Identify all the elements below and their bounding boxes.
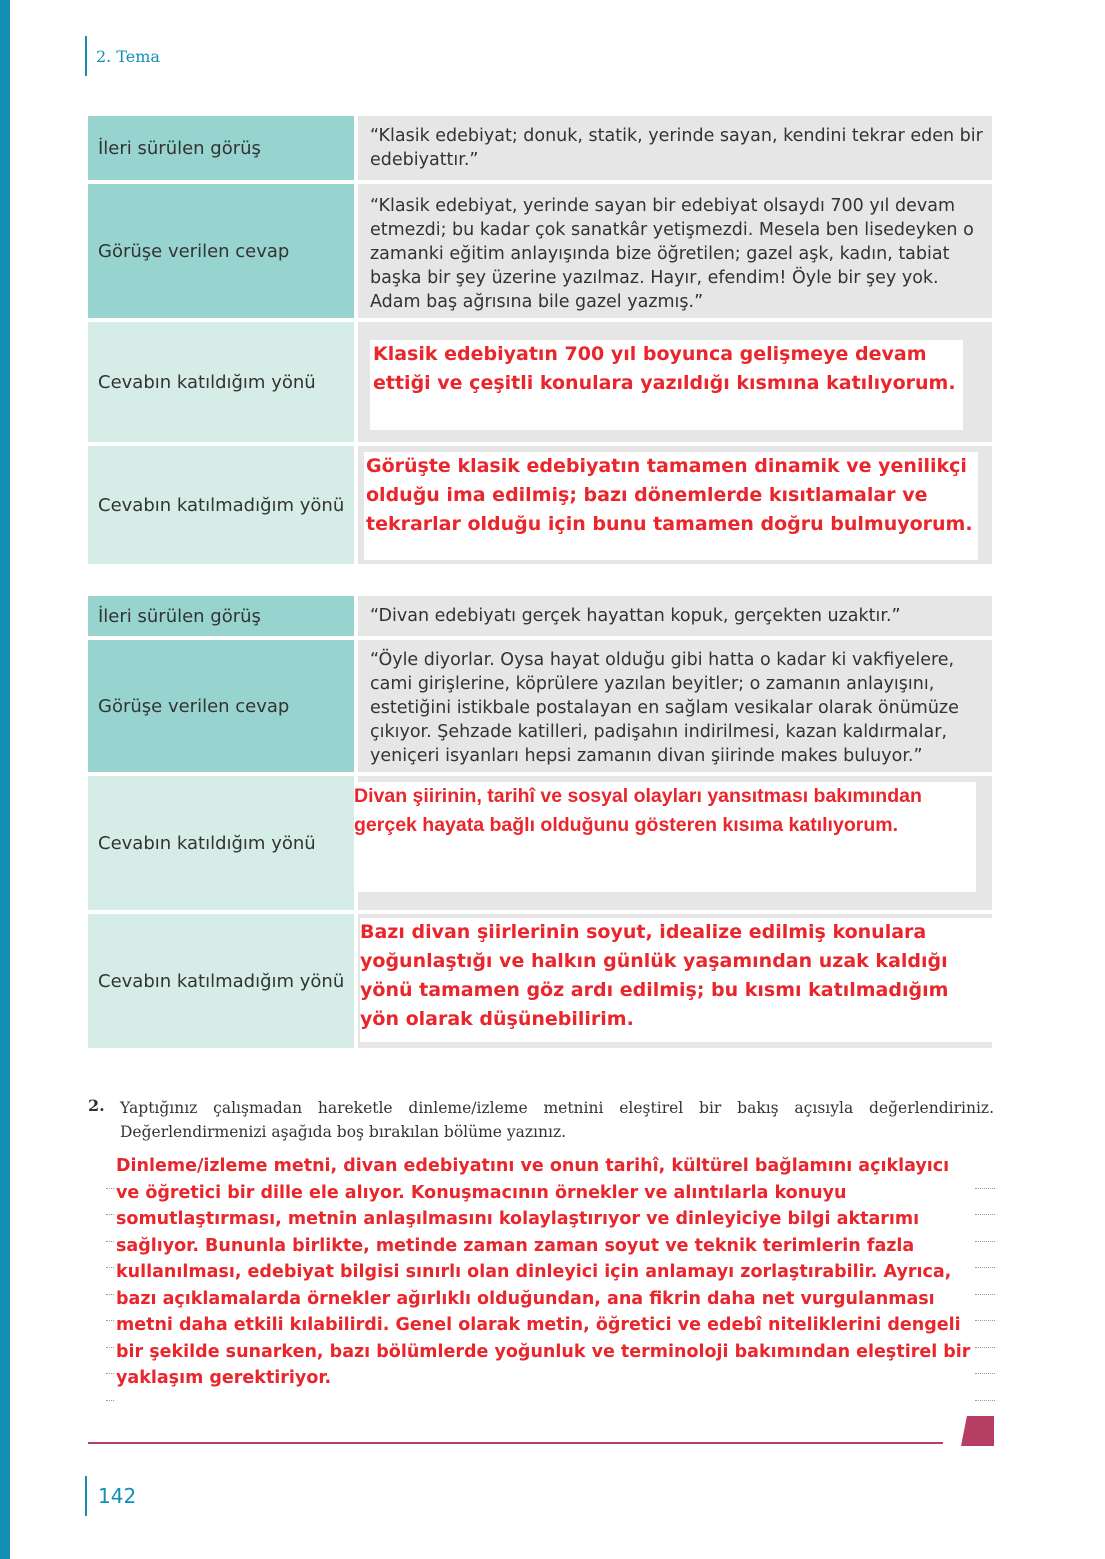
side-strip <box>0 0 10 1559</box>
footer-tab <box>961 1416 994 1446</box>
row-value: “Klasik edebiyat; donuk, statik, yerinde sayan, kendini tekrar eden bir edebiyattır.” <box>358 116 992 180</box>
row-value: “Divan edebiyatı gerçek hayattan kopuk, gerçekten uzaktır.” <box>358 596 992 636</box>
row-label: Görüşe verilen cevap <box>88 184 354 318</box>
table-row <box>88 596 992 636</box>
theme-label: 2. Tema <box>96 47 160 66</box>
table-row <box>88 184 992 318</box>
table-row <box>88 776 992 910</box>
dotted-lines-right <box>975 1162 995 1401</box>
answer-field[interactable]: Görüşte klasik edebiyatın tamamen dinamik ve yenilikçi olduğu ima edilmiş; bazı dönemlerde kısıtlamalar ve tekrarlar olduğu için bunu tamamen doğru bulmuyorum. <box>364 452 978 560</box>
opinion-table-2 <box>88 596 992 1048</box>
row-label: İleri sürülen görüş <box>88 596 354 636</box>
table-row <box>88 322 992 442</box>
row-value: “Klasik edebiyat, yerinde sayan bir edebiyat olsaydı 700 yıl devam etmezdi; bu kadar çok sanatkâr yetişmezdi. Mesela ben lisedeyken o zamanki eğitim anlayışında bize öğretilen; gazel aşk, kadın, tabiat başka bir şey üzerine yazılmaz. Hayır, efendim! Öyle bir şey yok. Adam baş ağrısına bile gazel yazmış.” <box>358 184 992 318</box>
evaluation-answer[interactable]: Dinleme/izleme metni, divan edebiyatını ve onun tarihî, kültürel bağlamını açıklayıcı ve öğretici bir dille ele alıyor. Konuşmacının örnekler ve alıntılarla konuyu somutlaştırması, metnin anlaşılmasını kolaylaştırıyor ve dinleyiciye bilgi aktarımı sağlıyor. Bununla birlikte, metinde zaman zaman soyut ve teknik terimlerin fazla kullanılması, edebiyat bilgisi sınırlı olan dinleyici için anlamayı zorlaştırabilir. Ayrıca, bazı açıklamalarda örnekler ağırlıklı olduğundan, ana fikrin daha net vurgulanması metni daha etkili kılabilirdi. Genel olarak metin, öğretici ve edebî niteliklerini dengeli bir şekilde sunarken, bazı bölümlerde yoğunluk ve terminoloji bakımından eleştirel bir yaklaşım gerektiriyor. <box>116 1156 971 1388</box>
table-row <box>88 446 992 564</box>
answer-field[interactable]: Divan şiirinin, tarihî ve sosyal olayları yansıtması bakımından gerçek hayata bağlı olduğunu gösteren kısıma katılıyorum. <box>354 782 976 892</box>
dotted-lines-left <box>106 1162 114 1401</box>
question-text: Yaptığınız çalışmadan hareketle dinleme/izleme metnini eleştirel bir bakış açısıyla değerlendiriniz. Değerlendirmenizi aşağıda boş bırakılan bölüme yazınız. <box>120 1099 994 1141</box>
page-number-rule <box>85 1476 87 1516</box>
answer-field[interactable]: Klasik edebiyatın 700 yıl boyunca gelişmeye devam ettiği ve çeşitli konulara yazıldığı kısmına katılıyorum. <box>370 340 963 430</box>
question-number: 2. <box>88 1096 105 1115</box>
table-row <box>88 914 992 1048</box>
page-number: 142 <box>98 1484 137 1508</box>
row-label: İleri sürülen görüş <box>88 116 354 180</box>
row-value: “Öyle diyorlar. Oysa hayat olduğu gibi hatta o kadar ki vakfiyelere, cami girişlerine, köprülere yazılan beyitler; o zamanın anlayışını, estetiğini istikbale postalayan en sağlam vesikalar olarak önümüze çıkıyor. Şehzade katilleri, padişahın indirilmesi, kazan kaldırmalar, yeniçeri isyanları hepsi zamanın divan şiirinde makes buluyor.” <box>358 640 992 772</box>
header-rule <box>85 36 87 76</box>
footer-rule <box>88 1442 943 1444</box>
row-label: Görüşe verilen cevap <box>88 640 354 772</box>
row-label: Cevabın katıldığım yönü <box>88 776 354 910</box>
table-row <box>88 640 992 772</box>
table-row <box>88 116 992 180</box>
opinion-table-1 <box>88 116 992 564</box>
row-label: Cevabın katıldığım yönü <box>88 322 354 442</box>
row-label: Cevabın katılmadığım yönü <box>88 914 354 1048</box>
answer-field[interactable]: Bazı divan şiirlerinin soyut, idealize edilmiş konulara yoğunlaştığı ve halkın günlük yaşamından uzak kaldığı yönü tamamen göz ardı edilmiş; bu kısmı katılmadığım yön olarak düşünebilirim. <box>360 918 992 1042</box>
row-label: Cevabın katılmadığım yönü <box>88 446 354 564</box>
